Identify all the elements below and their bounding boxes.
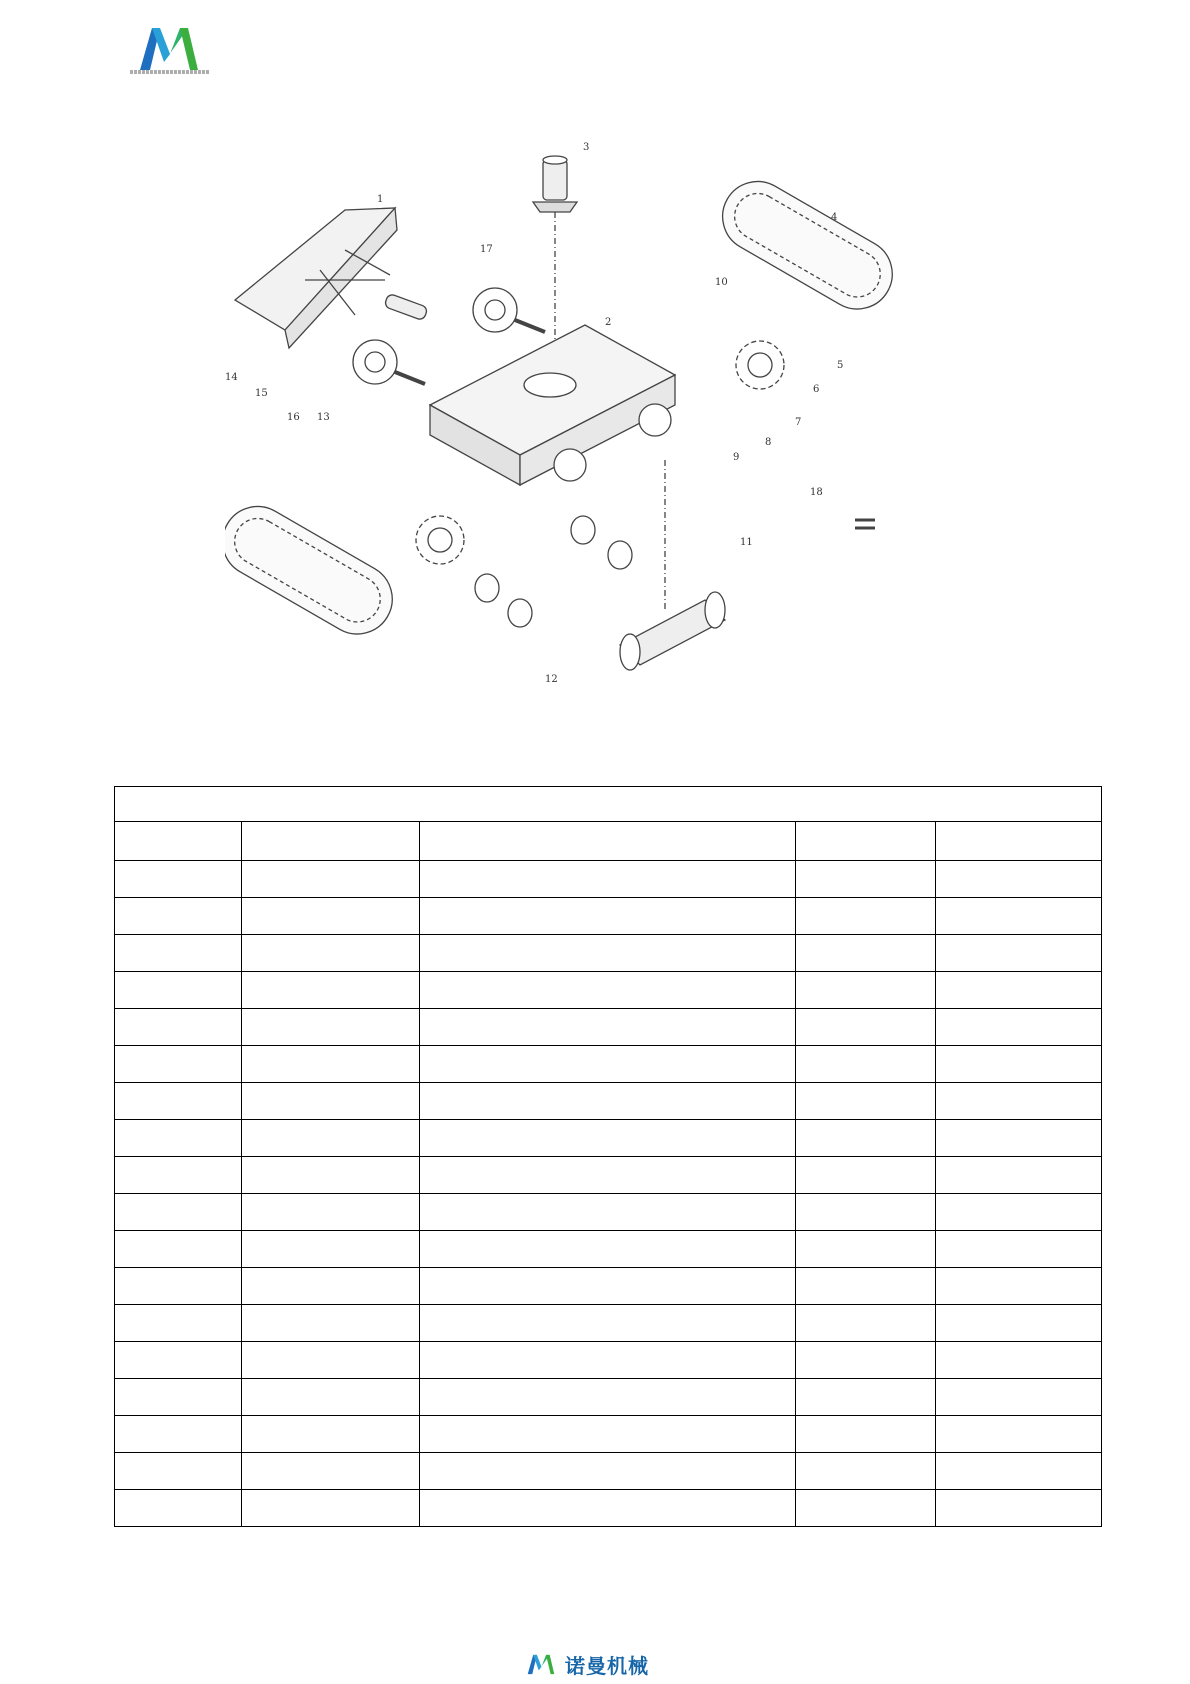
table-row (115, 1453, 1102, 1490)
callout-15: 15 (255, 388, 268, 399)
table-row (115, 1379, 1102, 1416)
callout-2: 2 (605, 317, 612, 328)
callout-13: 13 (317, 412, 330, 423)
callout-7: 7 (795, 417, 802, 428)
table-cell (420, 935, 796, 972)
callout-8: 8 (765, 437, 772, 448)
table-row (115, 1231, 1102, 1268)
table-cell (936, 1379, 1102, 1416)
table-cell (242, 898, 420, 935)
footer-logo-mark (521, 1653, 561, 1675)
table-cell (936, 1009, 1102, 1046)
table-cell (420, 1009, 796, 1046)
table-cell (115, 1120, 242, 1157)
bolts (855, 520, 875, 528)
logo-caption-strip (130, 70, 210, 74)
table-cell (242, 972, 420, 1009)
table-cell (796, 1490, 936, 1527)
table-cell (936, 935, 1102, 972)
table-cell (115, 1342, 242, 1379)
table-cell (796, 1157, 936, 1194)
table-cell (796, 1046, 936, 1083)
table-cell (242, 1157, 420, 1194)
table-cell (115, 1268, 242, 1305)
table-row (115, 972, 1102, 1009)
table-cell (796, 861, 936, 898)
table-cell (936, 1157, 1102, 1194)
callout-17: 17 (480, 244, 493, 255)
callout-18: 18 (810, 487, 823, 498)
callout-6: 6 (813, 384, 820, 395)
table-cell (936, 1194, 1102, 1231)
table-cell (242, 1083, 420, 1120)
table-title-row (115, 787, 1102, 822)
table-cell (242, 1046, 420, 1083)
table-row (115, 1083, 1102, 1120)
table-cell (420, 1120, 796, 1157)
table-cell (796, 1120, 936, 1157)
table-cell (936, 1083, 1102, 1120)
table-cell (242, 1379, 420, 1416)
table-cell (420, 1231, 796, 1268)
table-cell (242, 1342, 420, 1379)
tension-cylinder (384, 293, 428, 321)
table-row (115, 1194, 1102, 1231)
table-cell (242, 861, 420, 898)
table-cell (936, 1453, 1102, 1490)
table-row (115, 1342, 1102, 1379)
callout-10: 10 (715, 277, 728, 288)
table-cell (115, 972, 242, 1009)
callout-14: 14 (225, 372, 238, 383)
table-cell (936, 1231, 1102, 1268)
table-cell (242, 1009, 420, 1046)
table-cell (115, 1009, 242, 1046)
table-cell (115, 1453, 242, 1490)
callout-4: 4 (831, 212, 838, 223)
table-row (115, 1046, 1102, 1083)
table-cell (796, 935, 936, 972)
table-cell (420, 972, 796, 1009)
table-row (115, 1009, 1102, 1046)
table-cell (936, 1490, 1102, 1527)
table-cell (420, 1083, 796, 1120)
table-row (115, 1416, 1102, 1453)
table-cell (796, 1009, 936, 1046)
table-cell (115, 1379, 242, 1416)
left-rubber-track (225, 494, 405, 647)
table-cell (115, 898, 242, 935)
table-cell (420, 1268, 796, 1305)
table-cell (420, 1416, 796, 1453)
swivel-joint (533, 156, 577, 340)
table-cell (115, 1231, 242, 1268)
callout-11: 11 (740, 537, 753, 548)
table-cell (420, 1342, 796, 1379)
table-cell (936, 898, 1102, 935)
table-cell (796, 1268, 936, 1305)
table-cell (242, 1194, 420, 1231)
table-cell (242, 935, 420, 972)
table-cell (796, 1083, 936, 1120)
table-cell (796, 898, 936, 935)
callout-9: 9 (733, 452, 740, 463)
right-rubber-track (710, 169, 905, 322)
table-cell (420, 1046, 796, 1083)
table-cell (796, 1194, 936, 1231)
table-cell (936, 861, 1102, 898)
footer-logo (521, 1652, 649, 1676)
table-cell (936, 1305, 1102, 1342)
parts-table (114, 786, 1102, 1527)
table-row (115, 898, 1102, 935)
table-title (115, 787, 1102, 822)
table-cell (115, 1490, 242, 1527)
column-header (936, 822, 1102, 861)
table-cell (796, 1416, 936, 1453)
callout-1: 1 (377, 194, 384, 205)
table-cell (242, 1416, 420, 1453)
table-cell (115, 1157, 242, 1194)
table-cell (420, 1194, 796, 1231)
table-row (115, 935, 1102, 972)
table-row (115, 1305, 1102, 1342)
table-cell (242, 1305, 420, 1342)
footer-brand-name: 诺曼机械 (565, 1653, 649, 1678)
table-cell (796, 1453, 936, 1490)
travel-motor (620, 460, 725, 670)
table-cell (115, 1046, 242, 1083)
table-cell (936, 1120, 1102, 1157)
table-cell (242, 1120, 420, 1157)
table-header-row (115, 822, 1102, 861)
table-row (115, 1490, 1102, 1527)
track-rollers (475, 516, 632, 627)
table-cell (242, 1231, 420, 1268)
table-cell (936, 972, 1102, 1009)
column-header (420, 822, 796, 861)
table-cell (115, 1194, 242, 1231)
column-header (242, 822, 420, 861)
table-cell (796, 1379, 936, 1416)
chassis-frame (430, 325, 675, 485)
table-row (115, 1120, 1102, 1157)
table-cell (796, 1342, 936, 1379)
table-cell (115, 861, 242, 898)
table-row (115, 1157, 1102, 1194)
table-cell (115, 1083, 242, 1120)
table-cell (420, 1305, 796, 1342)
table-row (115, 861, 1102, 898)
table-cell (115, 1305, 242, 1342)
table-cell (796, 1231, 936, 1268)
table-cell (242, 1268, 420, 1305)
table-cell (796, 1305, 936, 1342)
callout-3: 3 (583, 142, 590, 153)
dozer-blade-frame (235, 208, 397, 348)
table-cell (936, 1046, 1102, 1083)
table-cell (115, 1416, 242, 1453)
table-cell (420, 1379, 796, 1416)
table-cell (796, 972, 936, 1009)
table-cell (420, 1157, 796, 1194)
table-cell (242, 1453, 420, 1490)
table-cell (936, 1268, 1102, 1305)
callout-12: 12 (545, 674, 558, 685)
table-cell (242, 1490, 420, 1527)
callout-5: 5 (837, 360, 844, 371)
column-header (115, 822, 242, 861)
table-cell (420, 898, 796, 935)
table-cell (115, 935, 242, 972)
parts-table-body (115, 861, 1102, 1527)
table-cell (936, 1416, 1102, 1453)
column-header (796, 822, 936, 861)
table-cell (420, 1490, 796, 1527)
table-row (115, 1268, 1102, 1305)
callout-16: 16 (287, 412, 300, 423)
exploded-parts-drawing (225, 140, 970, 740)
table-cell (420, 1453, 796, 1490)
table-cell (936, 1342, 1102, 1379)
table-cell (420, 861, 796, 898)
